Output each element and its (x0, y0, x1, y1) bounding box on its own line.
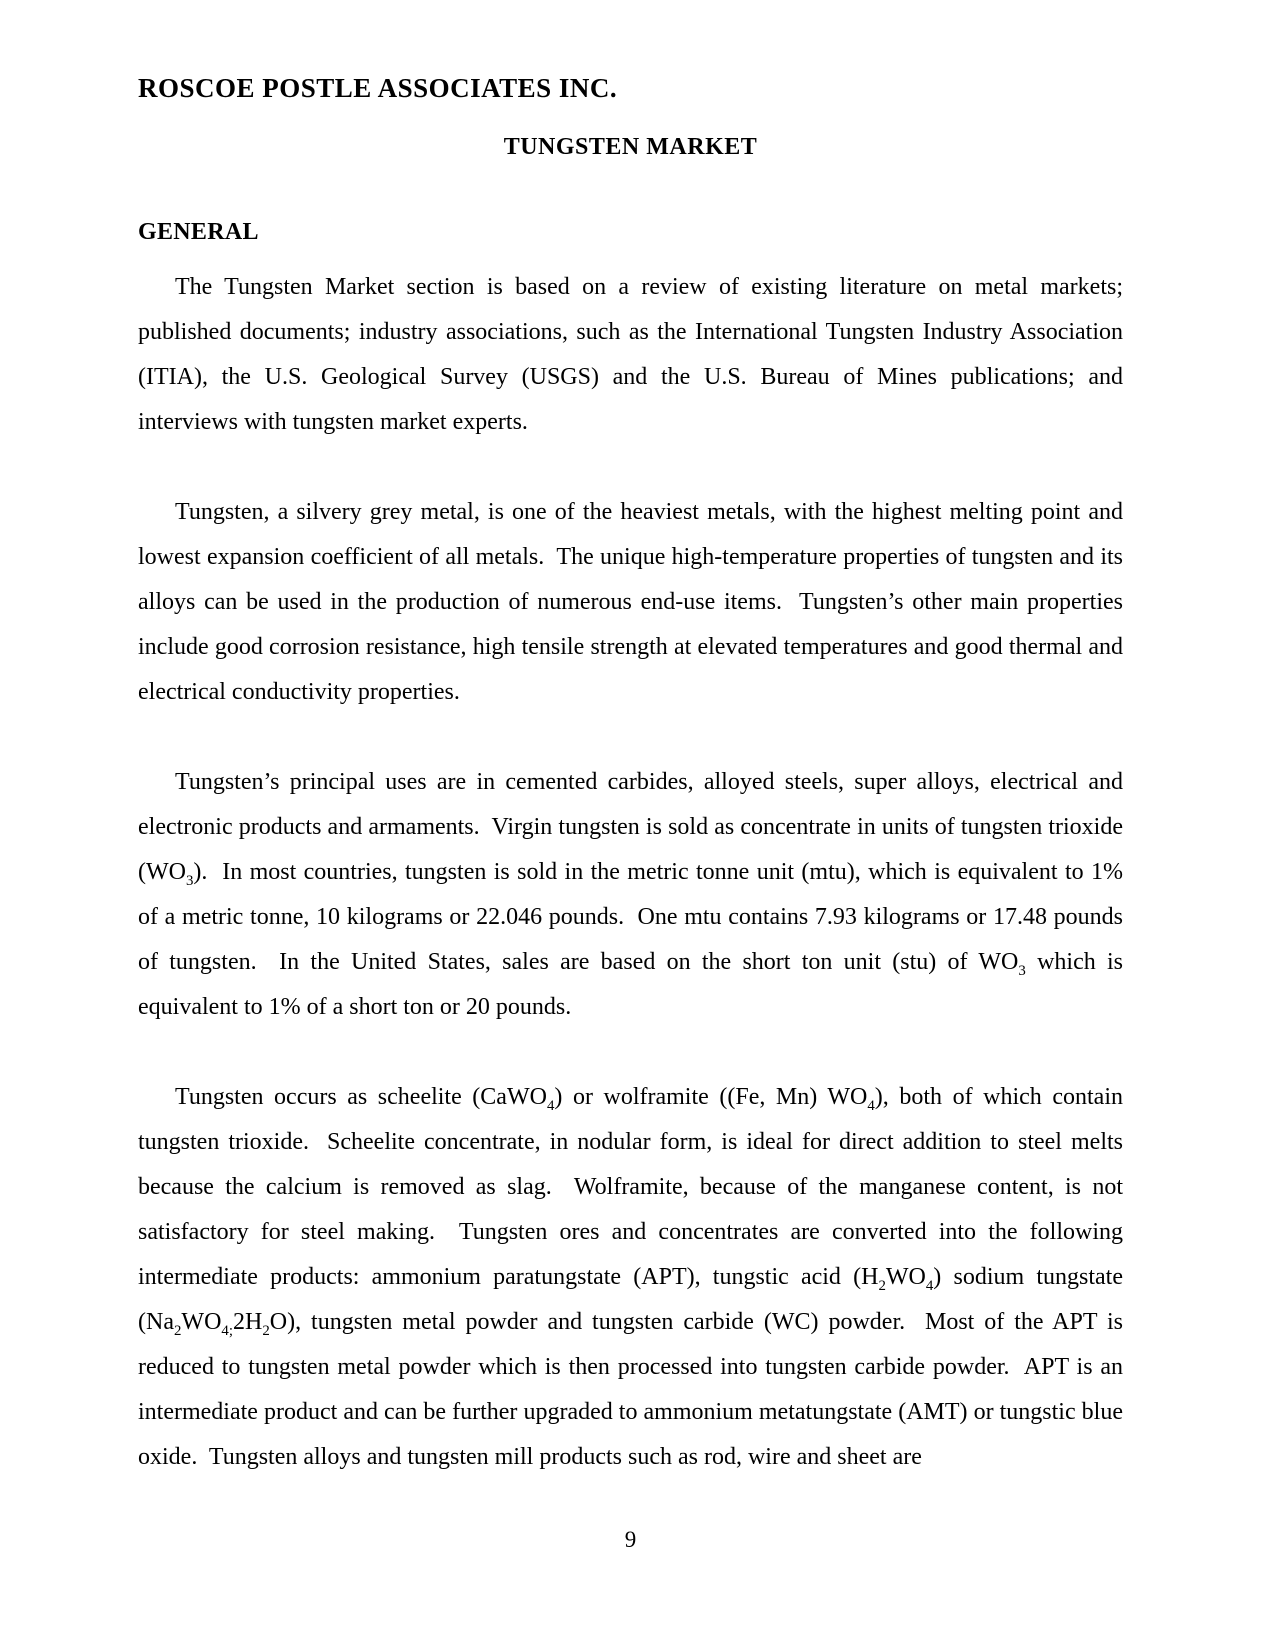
document-title: TUNGSTEN MARKET (503, 134, 758, 160)
paragraph-market-overview: The Tungsten Market section is based on a review of existing literature on metal markets; published documents; industry associations, such as the International Tungsten Industry Association (ITIA), the U.S. Geological Survey (USGS) and the U.S. Bureau of Mines publications; and interviews with tungsten market experts. (138, 274, 1123, 435)
page-number: 9 (624, 1527, 637, 1552)
company-name-header: ROSCOE POSTLE ASSOCIATES INC. (138, 73, 618, 103)
paragraph-uses-and-units: Tungsten’s principal uses are in cemented carbides, alloyed steels, super alloys, electrical and electronic products and armaments. Virgin tungsten is sold as concentrate in units of tungsten trioxide $(WO_3)$. In most countries, tungsten is sold in the metric tonne unit (mtu), which is equivalent to 1% of a metric tonne, 10 kilograms or 22.046 pounds. One mtu contains 7.93 kilograms or 17.48 pounds of tungsten. In the United States, sales are based on the short ton unit (stu) of $WO_3$ which is equivalent to 1% of a short ton or 20 pounds. (138, 769, 1123, 1020)
section-heading-general: GENERAL (138, 219, 259, 245)
paragraph-ores-and-processing: Tungsten occurs as scheelite (CaWO$_4$) or wolframite ((Fe, Mn) $WO_4$), both of which contain tungsten trioxide. Scheelite concentrate, in nodular form, is ideal for direct addition to steel melts because the calcium is removed as slag. Wolframite, because of the manganese content, is not satisfactory for steel making. Tungsten ores and concentrates are converted into the following intermediate products: ammonium paratungstate (APT), tungstic acid $(H_2WO_4)$ sodium tungstate $(Na_2WO_{4;}2H_2O)$, tungsten metal powder and tungsten carbide (WC) powder. Most of the APT is reduced to tungsten metal powder which is then processed into tungsten carbide powder. APT is an intermediate product and can be further upgraded to ammonium metatungstate (AMT) or tungstic blue oxide. Tungsten alloys and tungsten mill products such as rod, wire and sheet are (138, 1084, 1123, 1470)
paragraph-tungsten-properties: Tungsten, a silvery grey metal, is one of the heaviest metals, with the highest melting point and lowest expansion coefficient of all metals. The unique high-temperature properties of tungsten and its alloys can be used in the production of numerous end-use items. Tungsten’s other main properties include good corrosion resistance, high tensile strength at elevated temperatures and good thermal and electrical conductivity properties. (138, 499, 1123, 705)
